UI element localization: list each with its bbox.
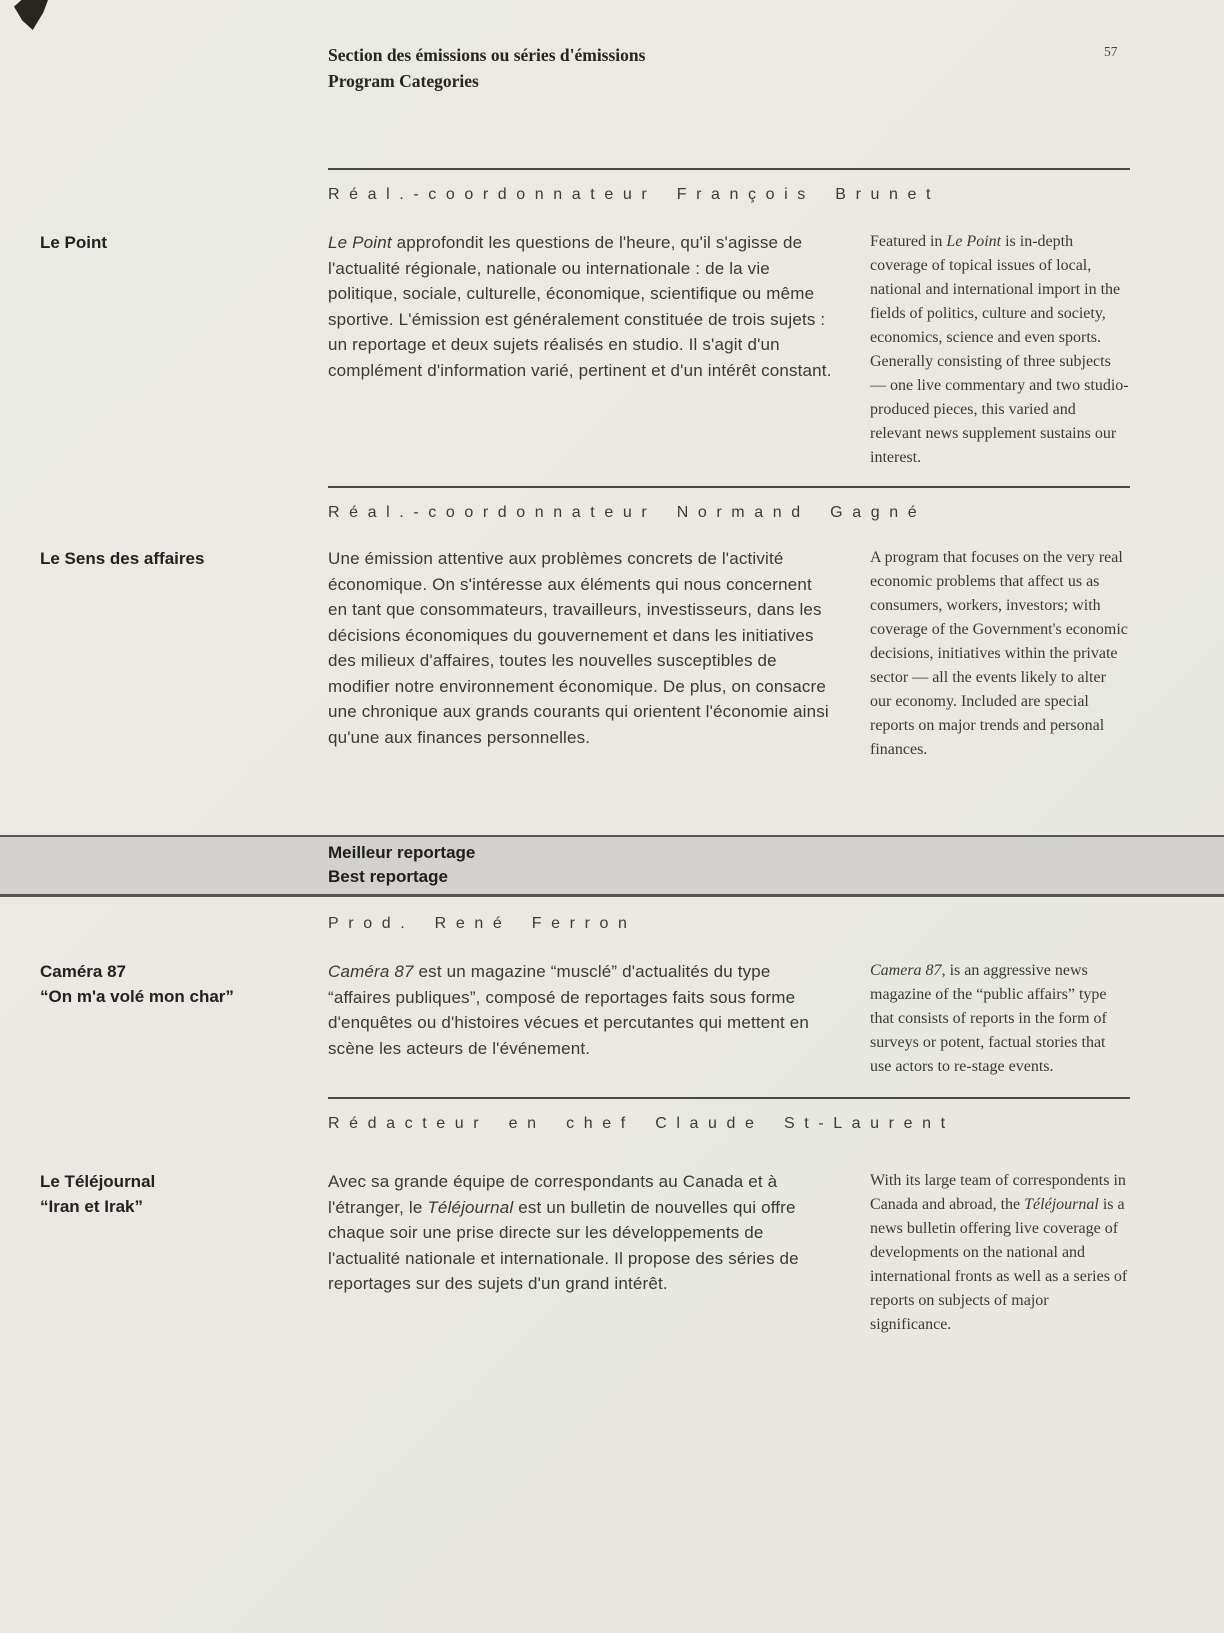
description-english-column	[870, 230, 1130, 470]
page-number: 57	[1104, 44, 1118, 59]
program-row	[40, 546, 1224, 762]
program-title-line: Le Sens des affaires	[40, 549, 205, 568]
section-divider	[328, 1097, 1130, 1099]
program-title-line: “Iran et Irak”	[40, 1197, 143, 1216]
section-divider	[328, 168, 1130, 170]
description-french: Le Point approfondit les questions de l'heure, qu'il s'agisse de l'actualité régionale, nationale ou internationale : de la vie politique, sociale, culturelle, économique, scientifique ou même sportive. L'émission est généralement constituée de trois sujets : un reportage et deux sujets réalisés en studio. Il s'agit d'un complément d'information varié, pertinent et d'un intérêt constant.	[328, 233, 832, 380]
description-english: Camera 87, is an aggressive news magazine of the “public affairs” type that consists of reports in the form of surveys or potent, factual stories that use actors to re-stage events.	[870, 962, 1107, 1075]
description-french-column	[328, 230, 870, 470]
section-divider	[328, 486, 1130, 488]
description-french-column	[328, 546, 870, 762]
description-english: A program that focuses on the very real economic problems that affect us as consumers, workers, investors; with coverage of the Government's economic decisions, initiatives within the private sector — all the events likely to alter our economy. Included are special reports on major trends and personal finances.	[870, 549, 1128, 758]
page-title-english: Program Categories	[328, 71, 479, 91]
program-title	[40, 959, 328, 1079]
program-section-le-sens-des-affaires	[0, 486, 1224, 762]
description-french: Avec sa grande équipe de correspondants au Canada et à l'étranger, le Téléjournal est un bulletin de nouvelles qui offre chaque soir une prise directe sur les développements de l'actualité nationale et internationale. Il propose des séries de reportages sur des sujets d'un grand intérêt.	[328, 1172, 799, 1293]
program-section-le-telejournal	[0, 1097, 1224, 1337]
category-banner	[0, 835, 1224, 897]
program-section-le-point	[0, 168, 1224, 470]
description-english-column	[870, 1169, 1130, 1337]
program-title-line: “On m'a volé mon char”	[40, 987, 234, 1006]
program-row	[40, 230, 1224, 470]
description-english: With its large team of correspondents in Canada and abroad, the Téléjournal is a news bulletin offering live coverage of developments on the national and international fronts as well as a series of reports on subjects of major significance.	[870, 1172, 1128, 1333]
scan-artifact-corner	[14, 0, 48, 30]
credit-line: Réal.-coordonnateur Normand Gagné	[328, 504, 927, 521]
description-french-column	[328, 1169, 870, 1337]
description-french: Une émission attentive aux problèmes concrets de l'activité économique. On s'intéresse aux éléments qui nous concernent en tant que consommateurs, travailleurs, investisseurs, dans les décisions économiques du gouvernement et dans les initiatives des milieux d'affaires, toutes les nouvelles susceptibles de modifier notre environnement économique. De plus, on consacre une chronique aux grands courants qui orientent l'économie ainsi qu'une aux finances personnelles.	[328, 549, 829, 747]
program-title-line: Le Téléjournal	[40, 1172, 156, 1191]
program-title-line: Le Point	[40, 233, 108, 252]
credit-line: Rédacteur en chef Claude St-Laurent	[328, 1115, 955, 1132]
description-french-column	[328, 959, 870, 1079]
category-banner-french: Meilleur reportage	[328, 843, 476, 862]
program-title	[40, 1169, 328, 1337]
page-title-french: Section des émissions ou séries d'émissions	[328, 45, 646, 65]
program-title-line: Caméra 87	[40, 962, 127, 981]
description-english-column	[870, 959, 1130, 1079]
program-row	[40, 1169, 1224, 1337]
category-banner-english: Best reportage	[328, 867, 448, 886]
program-section-camera-87	[0, 915, 1224, 1079]
program-row	[40, 959, 1224, 1079]
credit-line: Réal.-coordonnateur François Brunet	[328, 186, 941, 203]
description-english-column	[870, 546, 1130, 762]
description-french: Caméra 87 est un magazine “musclé” d'actualités du type “affaires publiques”, composé de reportages faits sous forme d'enquêtes ou d'histoires vécues et percutantes qui mettent en scène les acteurs de l'événement.	[328, 962, 810, 1058]
page-header	[328, 0, 1224, 94]
program-title	[40, 546, 328, 762]
program-title	[40, 230, 328, 470]
credit-line: Prod. René Ferron	[328, 915, 637, 932]
description-english: Featured in Le Point is in-depth coverage of topical issues of local, national and international import in the fields of politics, culture and society, economics, science and even sports. Generally consisting of three subjects — one live commentary and two studio-produced pieces, this varied and relevant news supplement sustains our interest.	[870, 233, 1129, 466]
